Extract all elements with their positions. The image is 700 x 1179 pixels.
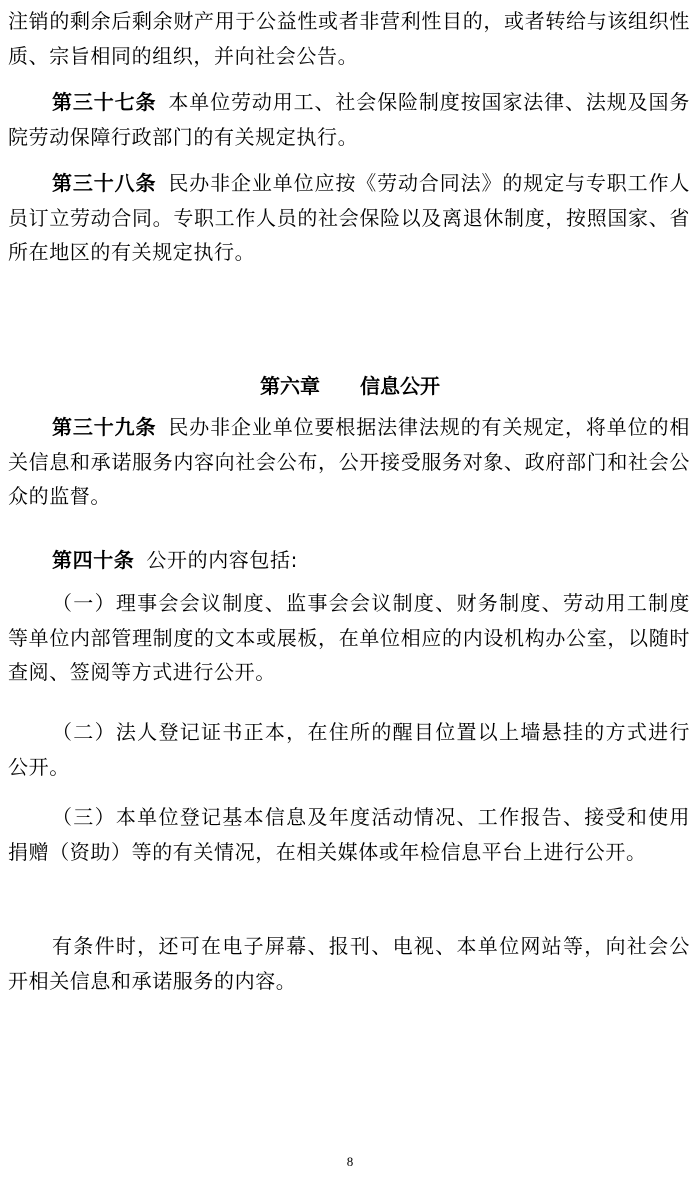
list-item-text: （二）法人登记证书正本，在住所的醒目位置以上墙悬挂的方式进行公开。 [8,720,690,779]
article-39 [0,410,700,514]
paragraph-text: 注销的剩余后剩余财产用于公益性或者非营利性目的，或者转给与该组织性质、宗旨相同的组织，并向社会公告。 [8,9,690,68]
article-number: 第三十七条 [52,90,157,114]
article-number: 第四十条 [52,548,135,572]
page-number: 8 [346,1154,354,1169]
list-item-1 [0,586,700,690]
article-37 [0,85,700,154]
chapter-title: 信息公开 [360,374,440,398]
paragraph-final [0,929,700,998]
list-item-2 [0,715,700,784]
list-item-text: （三）本单位登记基本信息及年度活动情况、工作报告、接受和使用捐赠（资助）等的有关情况，在相关媒体或年检信息平台上进行公开。 [8,805,690,864]
article-text: 公开的内容包括: [146,548,298,572]
article-number: 第三十九条 [52,415,157,439]
paragraph-continued [0,4,700,73]
article-38 [0,166,700,270]
article-text: 民办非企业单位要根据法律法规的有关规定，将单位的相关信息和承诺服务内容向社会公布，公开接受服务对象、政府部门和社会公众的监督。 [8,415,691,508]
chapter-heading [0,369,700,403]
article-text: 本单位劳动用工、社会保险制度按国家法律、法规及国务院劳动保障行政部门的有关规定执行。 [8,90,691,149]
list-item-text: （一）理事会会议制度、监事会会议制度、财务制度、劳动用工制度等单位内部管理制度的文本或展板，在单位相应的内设机构办公室，以随时查阅、签阅等方式进行公开。 [8,591,690,684]
article-40 [0,543,700,578]
article-text: 民办非企业单位应按《劳动合同法》的规定与专职工作人员订立劳动合同。专职工作人员的社会保险以及离退休制度，按照国家、省所在地区的有关规定执行。 [8,171,691,264]
paragraph-text: 有条件时，还可在电子屏幕、报刊、电视、本单位网站等，向社会公开相关信息和承诺服务的内容。 [8,934,690,993]
chapter-number: 第六章 [260,374,320,398]
list-item-3 [0,800,700,869]
article-number: 第三十八条 [52,171,157,195]
